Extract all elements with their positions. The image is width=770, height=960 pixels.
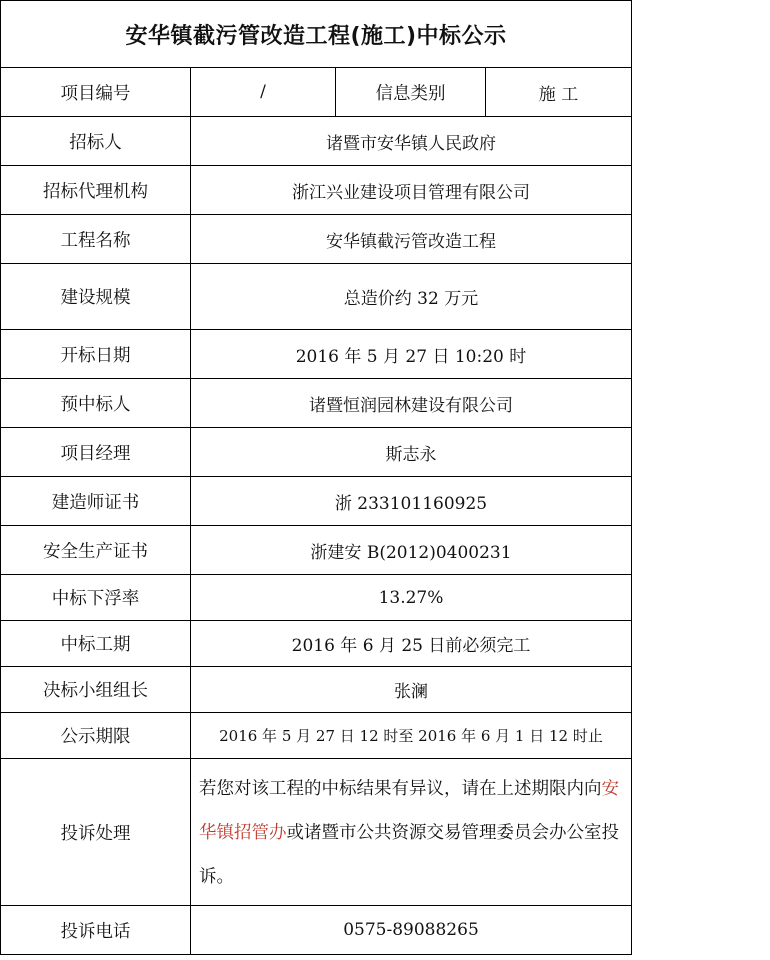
row-label: 开标日期 bbox=[1, 330, 191, 379]
complaint-row bbox=[1, 759, 632, 906]
row-value: 浙建安 B(2012)0400231 bbox=[191, 526, 632, 575]
table-row bbox=[1, 575, 632, 621]
table-row bbox=[1, 621, 632, 667]
row-label: 中标工期 bbox=[1, 621, 191, 667]
complaint-text-before: 若您对该工程的中标结果有异议，请在上述期限内向 bbox=[199, 779, 602, 799]
table-row bbox=[1, 477, 632, 526]
row-value: 13.27% bbox=[191, 575, 632, 621]
project-number-label: 项目编号 bbox=[1, 68, 191, 117]
table-row bbox=[1, 379, 632, 428]
page-title: 安华镇截污管改造工程(施工)中标公示 bbox=[1, 1, 632, 68]
table-row bbox=[1, 330, 632, 379]
complaint-text bbox=[191, 759, 632, 906]
table-row bbox=[1, 264, 632, 330]
row-value: 总造价约 32 万元 bbox=[191, 264, 632, 330]
phone-row bbox=[1, 906, 632, 955]
phone-value: 0575-89088265 bbox=[191, 906, 632, 955]
row-value: 浙江兴业建设项目管理有限公司 bbox=[191, 166, 632, 215]
table-row bbox=[1, 667, 632, 713]
table-row bbox=[1, 166, 632, 215]
row-value: 2016 年 5 月 27 日 12 时至 2016 年 6 月 1 日 12 时止 bbox=[191, 713, 632, 759]
row-value: 张澜 bbox=[191, 667, 632, 713]
info-type-value: 施 工 bbox=[486, 68, 632, 117]
complaint-office-highlight: 安华镇招管办 bbox=[199, 779, 619, 843]
row-label: 建造师证书 bbox=[1, 477, 191, 526]
row-value: 诸暨恒润园林建设有限公司 bbox=[191, 379, 632, 428]
row-label: 决标小组组长 bbox=[1, 667, 191, 713]
row-label: 建设规模 bbox=[1, 264, 191, 330]
table-row bbox=[1, 428, 632, 477]
title-row bbox=[1, 1, 632, 68]
row-value: 浙 233101160925 bbox=[191, 477, 632, 526]
table-row bbox=[1, 117, 632, 166]
row-value: 2016 年 5 月 27 日 10:20 时 bbox=[191, 330, 632, 379]
project-number-row bbox=[1, 68, 632, 117]
row-label: 项目经理 bbox=[1, 428, 191, 477]
row-label: 预中标人 bbox=[1, 379, 191, 428]
info-type-label: 信息类别 bbox=[336, 68, 486, 117]
row-label: 公示期限 bbox=[1, 713, 191, 759]
project-number-value: / bbox=[191, 68, 336, 117]
row-label: 安全生产证书 bbox=[1, 526, 191, 575]
table-row bbox=[1, 526, 632, 575]
table-row bbox=[1, 713, 632, 759]
row-label: 工程名称 bbox=[1, 215, 191, 264]
row-value: 2016 年 6 月 25 日前必须完工 bbox=[191, 621, 632, 667]
phone-label: 投诉电话 bbox=[1, 906, 191, 955]
row-value: 斯志永 bbox=[191, 428, 632, 477]
complaint-text-after: 或诸暨市公共资源交易管理委员会办公室投诉。 bbox=[199, 823, 619, 887]
table-row bbox=[1, 215, 632, 264]
row-label: 招标代理机构 bbox=[1, 166, 191, 215]
complaint-label: 投诉处理 bbox=[1, 759, 191, 906]
row-value: 安华镇截污管改造工程 bbox=[191, 215, 632, 264]
row-label: 中标下浮率 bbox=[1, 575, 191, 621]
row-label: 招标人 bbox=[1, 117, 191, 166]
row-value: 诸暨市安华镇人民政府 bbox=[191, 117, 632, 166]
